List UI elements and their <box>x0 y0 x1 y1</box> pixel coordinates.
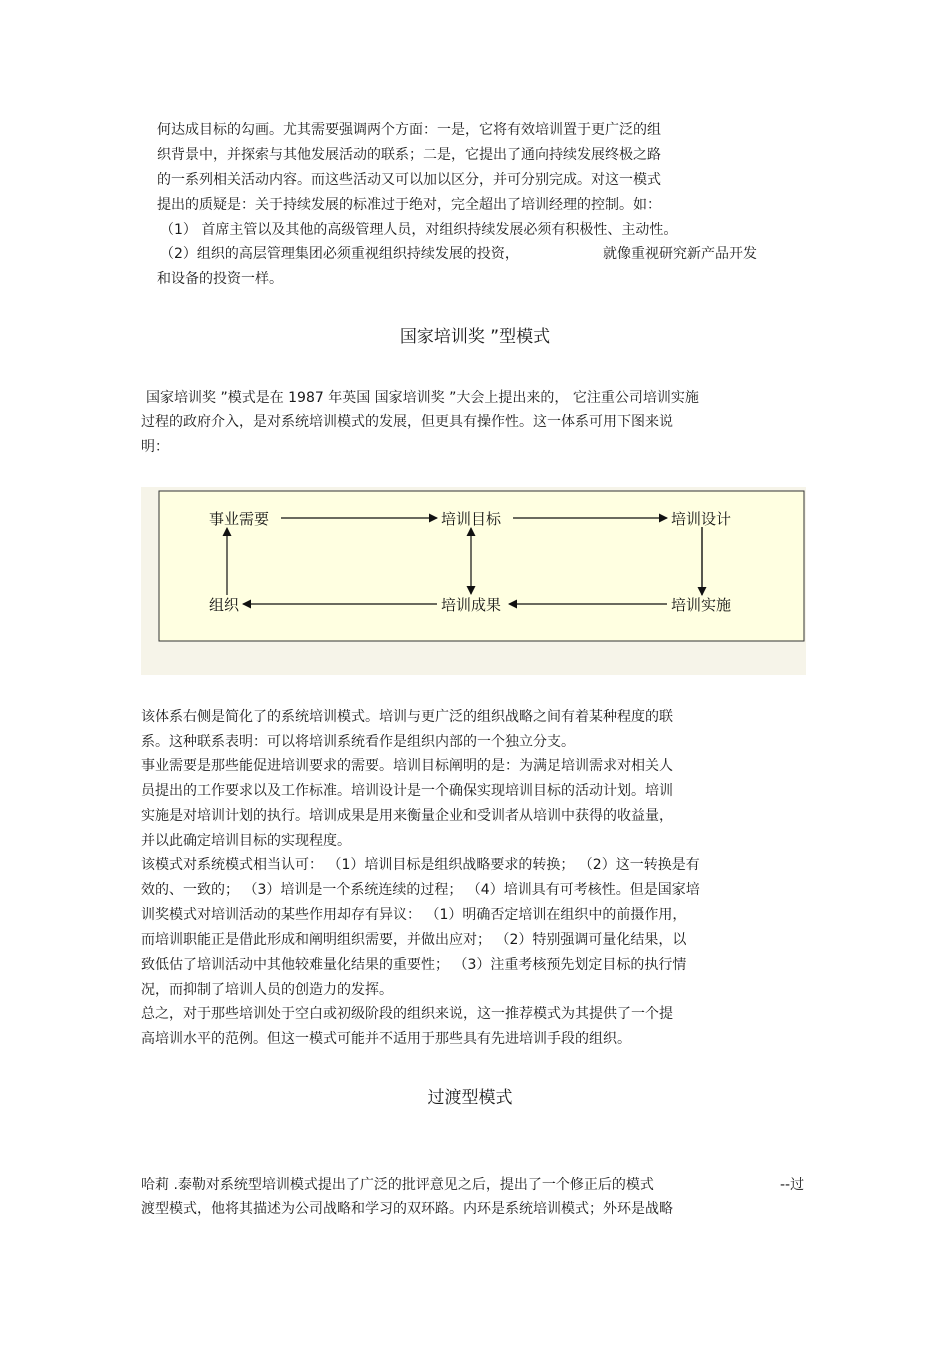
text-line: 和设备的投资一样。 <box>157 271 283 287</box>
text-line: 该模式对系统模式相当认可： （1）培训目标是组织战略要求的转换； （2）这一转换是有 <box>141 857 700 873</box>
section-heading: 国家培训奖 ”型模式 <box>399 327 551 347</box>
text-line: 事业需要是那些能促进培训要求的需要。培训目标阐明的是：为满足培训需求对相关人 <box>141 758 673 774</box>
text-line: 的一系列相关活动内容。而这些活动又可以加以区分，并可分别完成。对这一模式 <box>157 172 661 188</box>
section-heading: 过渡型模式 <box>427 1088 513 1108</box>
text-line: 总之，对于那些培训处于空白或初级阶段的组织来说，这一推荐模式为其提供了一个提 <box>141 1006 673 1022</box>
text-line: 况，而抑制了培训人员的创造力的发挥。 <box>141 982 393 998</box>
text-line: 渡型模式，他将其描述为公司战略和学习的双环路。内环是系统培训模式；外环是战略 <box>141 1201 673 1217</box>
text-line: 并以此确定培训目标的实现程度。 <box>141 833 351 849</box>
text-line-tail: 就像重视研究新产品开发 <box>603 246 757 262</box>
text-line: 提出的质疑是：关于持续发展的标准过于绝对，完全超出了培训经理的控制。如： <box>157 197 661 213</box>
text-line: （2）组织的高层管理集团必须重视组织持续发展的投资， <box>160 246 519 262</box>
text-line: 何达成目标的勾画。尤其需要强调两个方面：一是，它将有效培训置于更广泛的组 <box>157 122 661 138</box>
text-line: 效的、一致的； （3）培训是一个系统连续的过程； （4）培训具有可考核性。但是国家培 <box>141 882 700 898</box>
text-line: 系。这种联系表明：可以将培训系统看作是组织内部的一个独立分支。 <box>141 734 575 750</box>
text-line: 明： <box>141 439 169 455</box>
text-line: （1） 首席主管以及其他的高级管理人员，对组织持续发展必须有积极性、主动性。 <box>160 222 678 238</box>
text-line: 织背景中，并探索与其他发展活动的联系；二是，它提出了通向持续发展终极之路 <box>157 147 661 163</box>
node-training-result: 培训成果 <box>441 596 502 614</box>
node-training-goal: 培训目标 <box>441 510 502 528</box>
text-line: 实施是对培训计划的执行。培训成果是用来衡量企业和受训者从培训中获得的收益量， <box>141 808 673 824</box>
text-line-tail: --过 <box>780 1177 805 1193</box>
text-line: 致低估了培训活动中其他较难量化结果的重要性； （3）注重考核预先划定目标的执行情 <box>141 957 687 973</box>
text-line: 员提出的工作要求以及工作标准。培训设计是一个确保实现培训目标的活动计划。培训 <box>141 783 673 799</box>
node-business-need: 事业需要 <box>209 510 270 528</box>
training-model-diagram <box>141 487 806 675</box>
text-line: 高培训水平的范例。但这一模式可能并不适用于那些具有先进培训手段的组织。 <box>141 1031 631 1047</box>
text-line: 过程的政府介入，是对系统培训模式的发展，但更具有操作性。这一体系可用下图来说 <box>141 414 673 430</box>
node-training-design: 培训设计 <box>671 510 732 528</box>
text-line: 训奖模式对培训活动的某些作用却存有异议： （1）明确否定培训在组织中的前摄作用， <box>141 907 687 923</box>
node-organization: 组织 <box>209 596 240 614</box>
node-training-implement: 培训实施 <box>671 596 732 614</box>
text-line: 而培训职能正是借此形成和阐明组织需要，并做出应对； （2）特别强调可量化结果，以 <box>141 932 687 948</box>
text-line: 该体系右侧是简化了的系统培训模式。培训与更广泛的组织战略之间有着某种程度的联 <box>141 709 673 725</box>
text-line: 哈莉 .泰勒对系统型培训模式提出了广泛的批评意见之后，提出了一个修正后的模式 <box>141 1177 654 1193</box>
text-line: 国家培训奖 ”模式是在 1987 年英国 国家培训奖 ”大会上提出来的， 它注重公司培训实施 <box>146 390 699 406</box>
